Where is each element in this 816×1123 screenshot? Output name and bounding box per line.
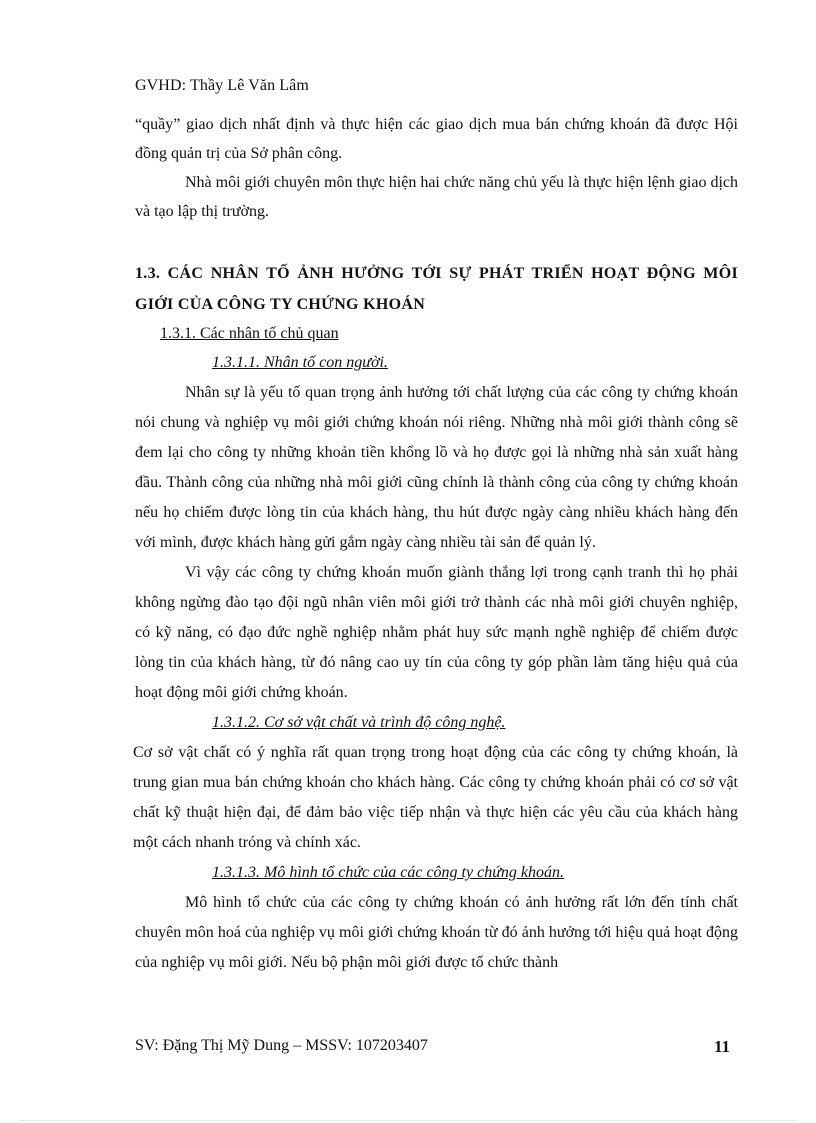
page-number: 11 xyxy=(714,1037,731,1056)
subsubsection-heading-1-3-1-3: 1.3.1.3. Mô hình tổ chức của các công ty chứng khoán. xyxy=(212,864,565,881)
paragraph-org-model: Mô hình tổ chức của các công ty chứng khoán có ảnh hưởng rất lớn đến tính chất chuyên môn hoá của nghiệp vụ môi giới chứng khoán từ đó ảnh hưởng tới hiệu quả hoạt động của nghiệp vụ môi giới. Nếu bộ phận môi giới được tổ chức thành xyxy=(135,894,738,971)
paragraph-infrastructure: Cơ sở vật chất có ý nghĩa rất quan trọng trong hoạt động của các công ty chứng khoán, là trung gian mua bán chứng khoán cho khách hàng. Các công ty chứng khoán phải có cơ sở vật chất kỹ thuật hiện đại, để đảm bảo việc tiếp nhận và thực hiện các yêu cầu của khách hàng một cách nhanh tróng và chính xác. xyxy=(133,744,738,851)
continuation-block xyxy=(135,110,738,226)
section-heading: 1.3. CÁC NHÂN TỐ ẢNH HƯỞNG TỚI SỰ PHÁT TRIỂN HOẠT ĐỘNG MÔI GIỚI CỦA CÔNG TY CHỨNG KHOÁN xyxy=(135,265,738,313)
page-bottom-divider xyxy=(20,1120,796,1121)
running-header: GVHD: Thầy Lê Văn Lâm xyxy=(135,77,309,94)
subsection-heading-1-3-1: 1.3.1. Các nhân tố chủ quan xyxy=(160,325,339,342)
section-1-3 xyxy=(135,258,738,978)
specialist-functions-paragraph: Nhà môi giới chuyên môn thực hiện hai chức năng chủ yếu là thực hiện lệnh giao dịch và tạo lập thị trường. xyxy=(135,174,738,220)
footer-student-info: SV: Đặng Thị Mỹ Dung – MSSV: 107203407 xyxy=(135,1037,428,1054)
paragraph-human-factor: Nhân sự là yếu tố quan trọng ảnh hưởng tới chất lượng của các công ty chứng khoán nói chung và nghiệp vụ môi giới chứng khoán nói riêng. Những nhà môi giới thành công sẽ đem lại cho công ty những khoản tiền khổng lồ và họ được gọi là những nhà sản xuất hàng đầu. Thành công của những nhà môi giới cũng chính là thành công của công ty chứng khoán nếu họ chiếm được lòng tin của khách hàng, thu hút được ngày càng nhiều khách hàng đến với mình, được khách hàng gửi gắm ngày càng nhiều tài sản để quản lý. xyxy=(135,384,738,551)
subsubsection-heading-1-3-1-2: 1.3.1.2. Cơ sở vật chất và trình độ công nghệ. xyxy=(212,714,506,731)
continuation-paragraph: “quầy” giao dịch nhất định và thực hiện các giao dịch mua bán chứng khoán đã được Hội đồng quản trị của Sở phân công. xyxy=(135,116,738,162)
paragraph-training: Vì vậy các công ty chứng khoán muốn giành thắng lợi trong cạnh tranh thì họ phải không ngừng đào tạo đội ngũ nhân viên môi giới trở thành các nhà môi giới chuyên nghiệp, có kỹ năng, có đạo đức nghề nghiệp nhằm phát huy sức mạnh nghề nghiệp để chiếm được lòng tin của khách hàng, từ đó nâng cao uy tín của công ty góp phần làm tăng hiệu quả của hoạt động môi giới chứng khoán. xyxy=(135,564,738,701)
subsubsection-heading-1-3-1-1: 1.3.1.1. Nhân tố con người. xyxy=(212,354,388,371)
